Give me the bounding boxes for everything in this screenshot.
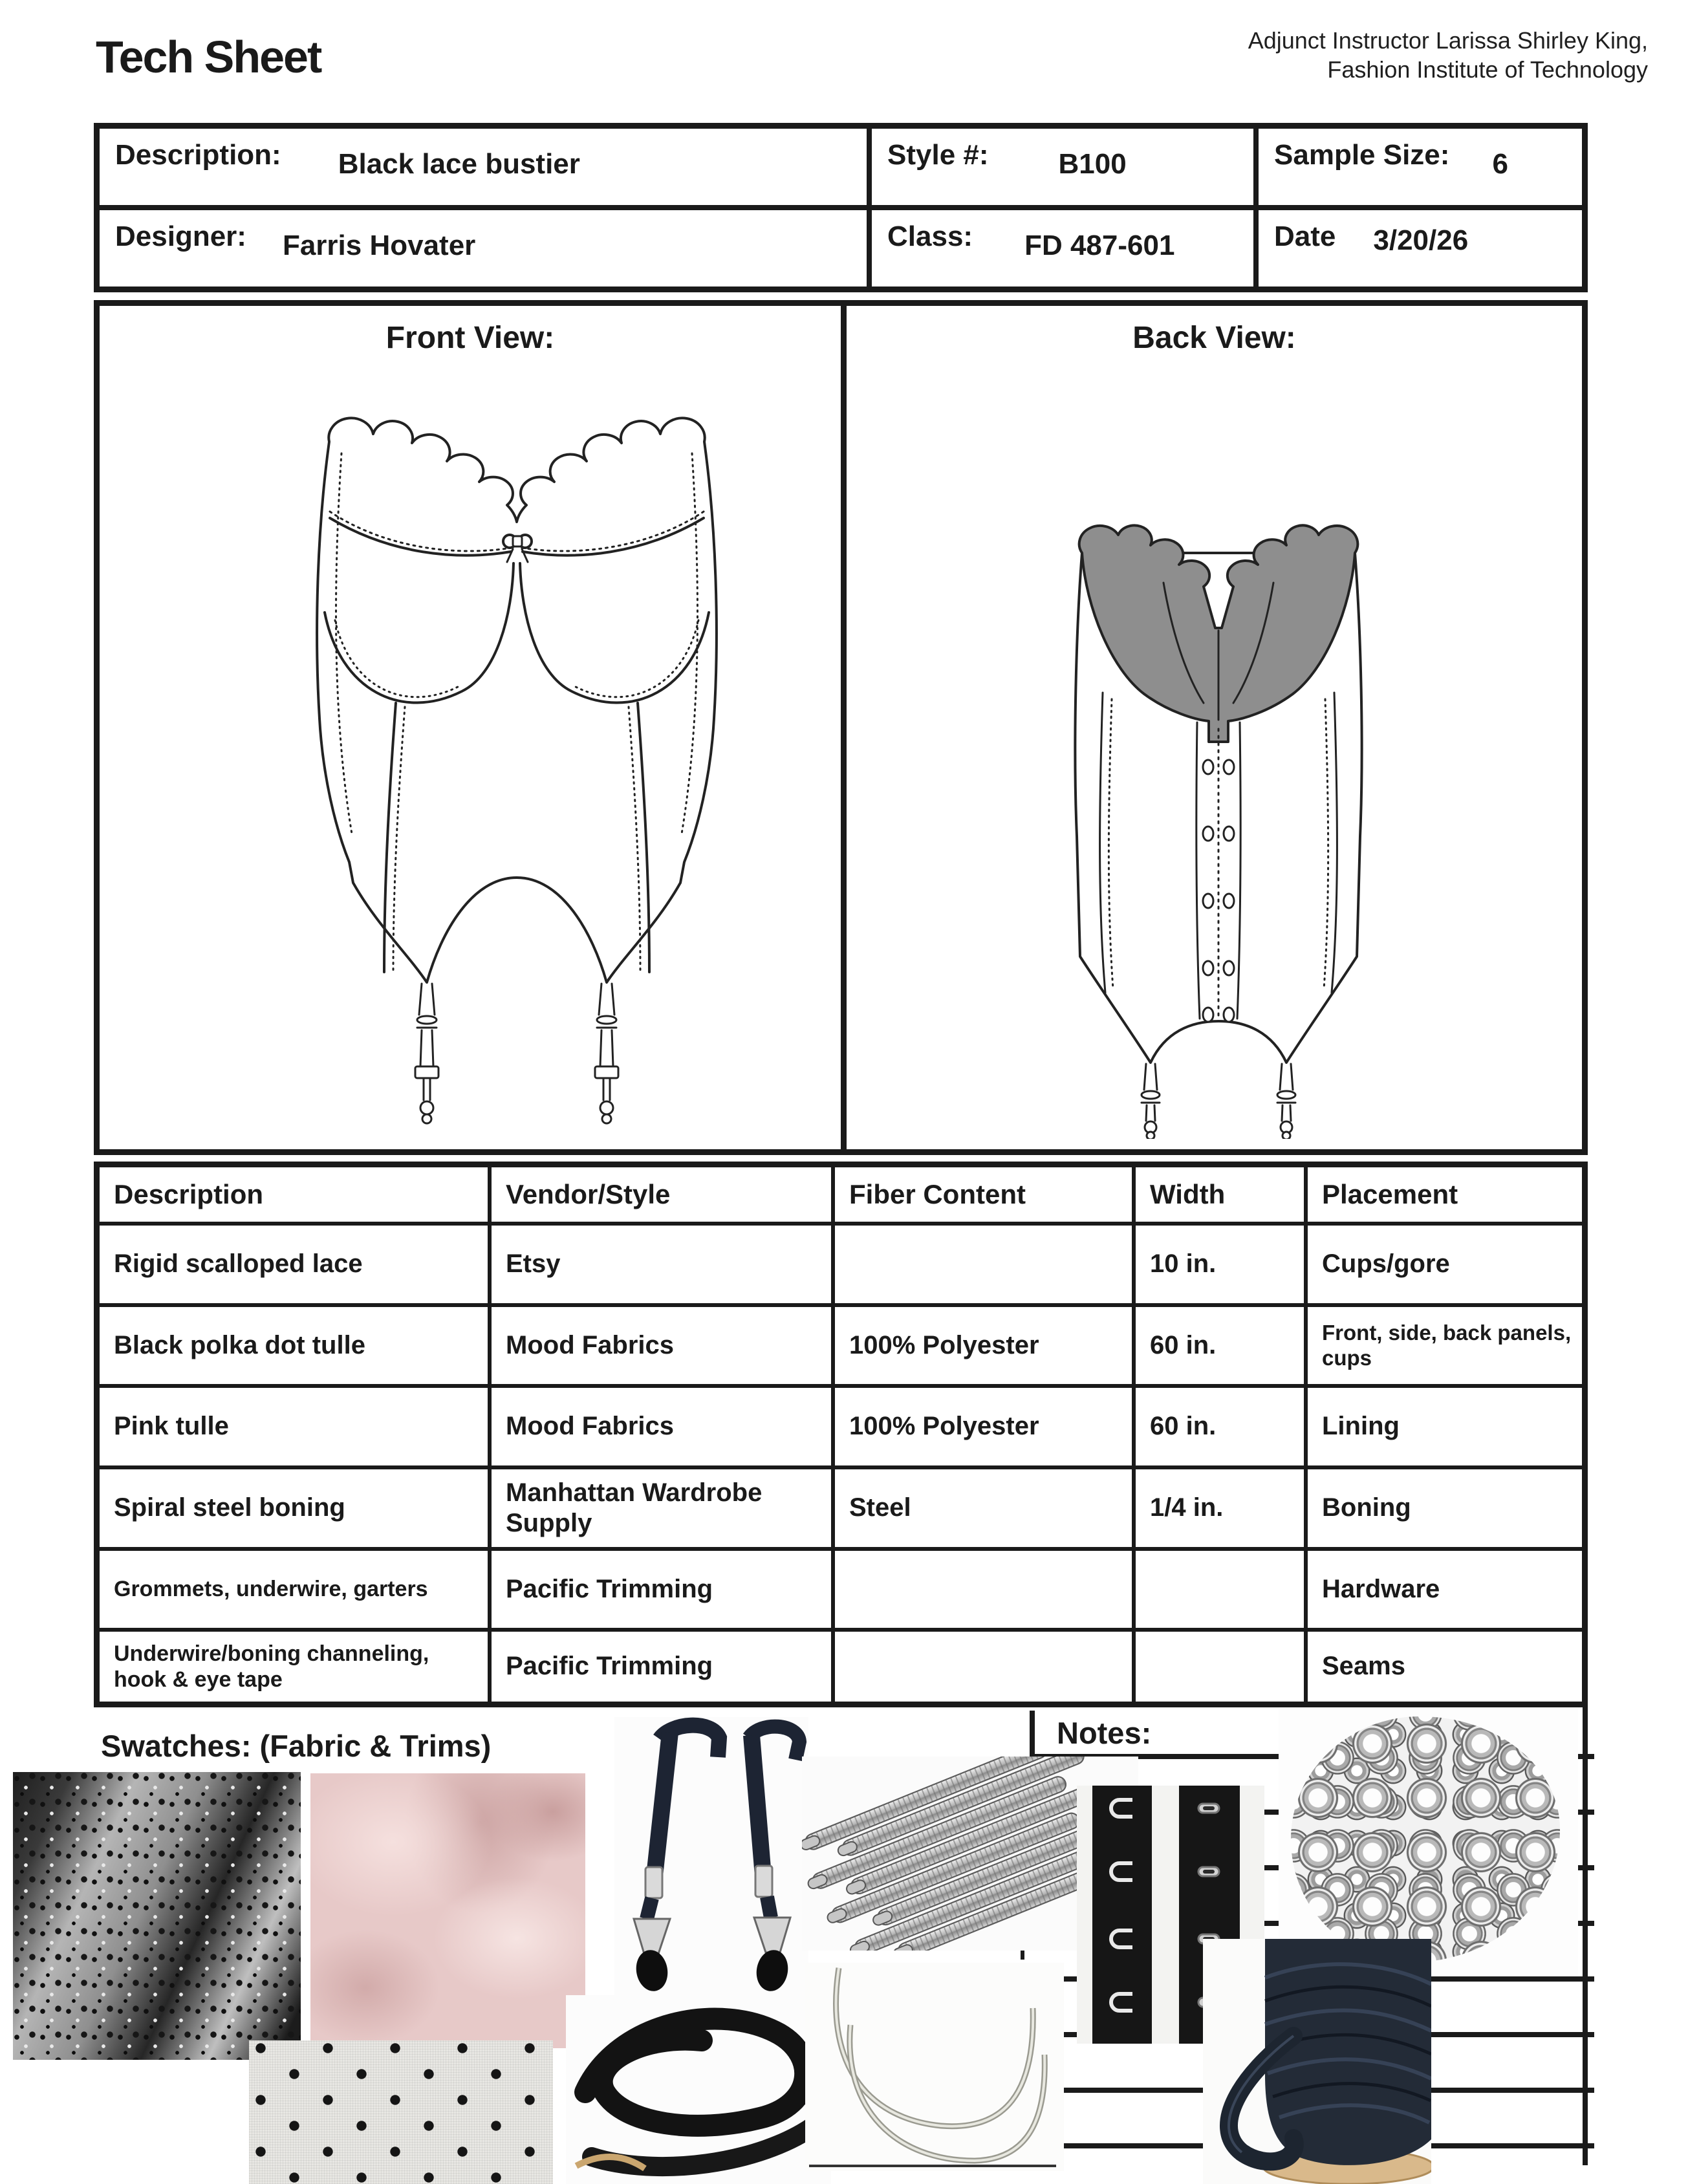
table-cell [835, 1632, 1132, 1702]
front-view-label: Front View: [385, 321, 555, 355]
swatches-section-label: Swatches: (Fabric & Trims) [101, 1729, 492, 1763]
back-view-drawing [1015, 415, 1422, 1139]
underwires-photo [805, 1963, 1064, 2171]
col-header-description: Description [100, 1167, 488, 1222]
twill-tape-spool-photo [1203, 1939, 1431, 2184]
table-cell: Hardware [1308, 1551, 1582, 1628]
table-cell: Pacific Trimming [492, 1551, 831, 1628]
views-divider [841, 306, 847, 1149]
class-cell [872, 210, 1253, 287]
designer-label: Designer: [115, 221, 246, 252]
col-header-fiber: Fiber Content [835, 1167, 1132, 1222]
table-cell: 60 in. [1136, 1388, 1304, 1465]
table-cell: Seams [1308, 1632, 1582, 1702]
date-label: Date [1274, 221, 1336, 252]
notes-section-label: Notes: [1057, 1716, 1152, 1750]
col-header-vendor: Vendor/Style [492, 1167, 831, 1222]
credit-line-1: Adjunct Instructor Larissa Shirley King, [1248, 27, 1648, 54]
front-view-drawing [287, 415, 746, 1126]
table-cell: Mood Fabrics [492, 1388, 831, 1465]
sample-size-value: 6 [1492, 148, 1508, 180]
sample-size-cell [1259, 129, 1582, 205]
description-value: Black lace bustier [338, 148, 580, 180]
table-cell: Grommets, underwire, garters [100, 1551, 488, 1628]
pink-tulle-swatch-photo [310, 1773, 585, 2048]
table-cell: Lining [1308, 1388, 1582, 1465]
back-view-label: Back View: [1132, 321, 1296, 355]
table-cell: Etsy [492, 1226, 831, 1303]
polka-dot-tulle-swatch-photo [249, 2040, 553, 2184]
instructor-credit [1248, 26, 1648, 84]
notes-box-left-border [1030, 1711, 1035, 1757]
table-cell: 1/4 in. [1136, 1469, 1304, 1547]
style-label: Style #: [887, 139, 989, 171]
table-cell [835, 1551, 1132, 1628]
table-cell: Rigid scalloped lace [100, 1226, 488, 1303]
grommets-pile-photo [1279, 1709, 1578, 1976]
designer-cell [100, 210, 867, 287]
materials-table [94, 1162, 1588, 1707]
page-title: Tech Sheet [96, 32, 321, 82]
black-lace-swatch-photo [13, 1772, 301, 2060]
garter-straps-photo [614, 1717, 808, 1995]
table-cell: 100% Polyester [835, 1307, 1132, 1384]
class-value: FD 487-601 [1024, 230, 1175, 261]
col-header-width: Width [1136, 1167, 1304, 1222]
table-cell: Pink tulle [100, 1388, 488, 1465]
class-label: Class: [887, 221, 973, 252]
table-cell [1136, 1632, 1304, 1702]
table-cell: Boning [1308, 1469, 1582, 1547]
style-cell [872, 129, 1253, 205]
table-cell: Mood Fabrics [492, 1307, 831, 1384]
notes-right-border [1583, 1707, 1588, 2165]
table-cell: Underwire/boning channeling, hook & eye tape [100, 1632, 488, 1702]
table-cell: Steel [835, 1469, 1132, 1547]
table-cell [835, 1226, 1132, 1303]
date-value: 3/20/26 [1373, 224, 1469, 256]
info-table [94, 123, 1588, 292]
table-cell: Manhattan Wardrobe Supply [492, 1469, 831, 1547]
sample-size-label: Sample Size: [1274, 139, 1450, 171]
table-cell: Front, side, back panels, cups [1308, 1307, 1582, 1384]
table-cell [1136, 1551, 1304, 1628]
table-cell: 60 in. [1136, 1307, 1304, 1384]
table-cell: 10 in. [1136, 1226, 1304, 1303]
style-value: B100 [1058, 148, 1127, 180]
col-header-placement: Placement [1308, 1167, 1582, 1222]
table-cell: Pacific Trimming [492, 1632, 831, 1702]
grommets-pile [1291, 1716, 1561, 1962]
table-cell: Spiral steel boning [100, 1469, 488, 1547]
designer-value: Farris Hovater [282, 230, 476, 261]
table-cell: Black polka dot tulle [100, 1307, 488, 1384]
table-cell: 100% Polyester [835, 1388, 1132, 1465]
description-cell [100, 129, 867, 205]
table-cell: Cups/gore [1308, 1226, 1582, 1303]
credit-line-2: Fashion Institute of Technology [1327, 56, 1648, 83]
description-label: Description: [115, 139, 281, 171]
views-box [94, 300, 1588, 1155]
date-cell [1259, 210, 1582, 287]
velvet-elastic-coil-photo [566, 1995, 831, 2184]
